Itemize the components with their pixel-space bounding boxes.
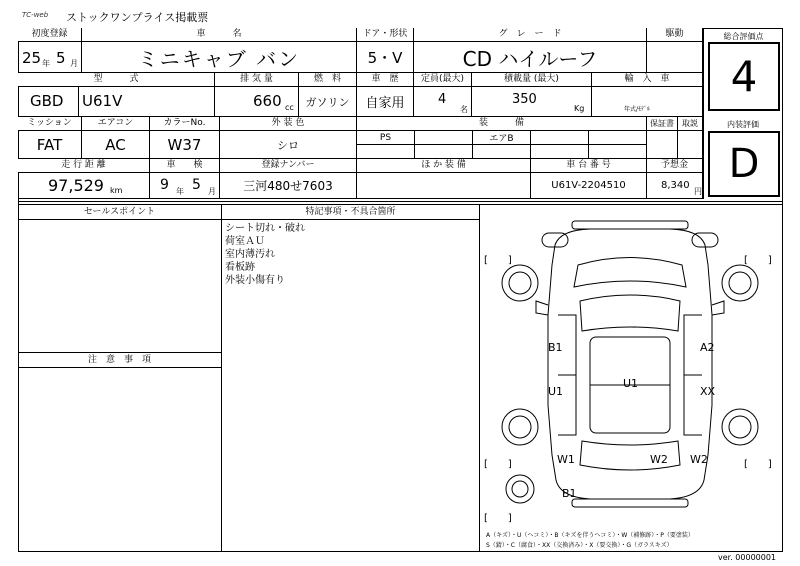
label-chassis: 車 台 番 号 (531, 159, 647, 173)
exterior-color: シロ (220, 131, 357, 159)
label-mission: ミッション (18, 117, 82, 131)
damage-mark: U1 (548, 385, 564, 398)
damage-mark: A2 (700, 341, 715, 354)
import-note: 年式/ﾓﾃﾞﾙ (624, 106, 651, 113)
bracket: [ ] (744, 459, 772, 470)
displacement-cell (215, 87, 299, 117)
equip-cell-7 (415, 145, 473, 159)
caution-title: 注 意 事 項 (18, 353, 221, 368)
load-unit: Kg (574, 104, 585, 113)
note-line: 看板跡 (225, 262, 255, 273)
bracket: [ ] (744, 255, 772, 266)
label-price: 予想金 (647, 159, 703, 173)
inspection-month: 5 (192, 177, 201, 193)
label-drive: 駆動 (647, 28, 703, 42)
manual-value (678, 131, 703, 159)
equip-cell-5 (589, 131, 647, 145)
brand-logo: TC-web (22, 11, 49, 19)
caution-pane (18, 352, 222, 552)
model-prefix: GBD (30, 92, 64, 110)
equip-cell-4 (531, 131, 589, 145)
insp-month-unit: 月 (208, 187, 216, 196)
legend-line-1: A（キズ）・U（ヘコミ）・B（キズを伴うヘコミ）・W（補修跡）・P（要塗装） (486, 532, 694, 539)
damage-mark: B1 (562, 487, 577, 500)
price-cell (647, 173, 703, 199)
label-warranty: 保証書 (647, 117, 678, 131)
usage: 自家用 (357, 87, 414, 117)
sales-point-title: セールスポイント (18, 204, 221, 220)
page-title: ストックワンプライス掲載票 (66, 11, 209, 24)
note-line: 室内薄汚れ (225, 249, 275, 260)
label-capacity: 定員(最大) (414, 73, 472, 87)
mission: FAT (18, 131, 82, 159)
capacity-unit: 名 (460, 105, 468, 114)
label-color-no: カラーNo. (150, 117, 220, 131)
displacement: 660 (253, 92, 282, 110)
equip-cell-2 (415, 131, 473, 145)
first-reg-year: 25 (22, 49, 42, 67)
year-unit: 年 (42, 59, 50, 68)
damage-mark: U1 (623, 377, 639, 390)
label-equipment: 装 備 (357, 117, 647, 131)
inspection-year: 9 (160, 177, 169, 193)
label-exterior: 外 装 色 (220, 117, 357, 131)
insp-year-unit: 年 (176, 187, 184, 196)
damage-mark: XX (700, 385, 716, 398)
note-line: シート切れ・破れ (225, 223, 305, 234)
label-grade: グ レ ー ド (414, 28, 647, 42)
note-line: 荷室ＡＵ (225, 236, 265, 247)
label-load: 積載量 (最大) (472, 73, 592, 87)
model-code: U61V (82, 92, 123, 110)
drive (647, 42, 703, 73)
damage-mark: B1 (548, 341, 563, 354)
version-label: ver. 00000001 (718, 553, 777, 562)
bracket: [ ] (484, 459, 512, 470)
mileage-cell (18, 173, 150, 199)
label-model: 型 式 (18, 73, 215, 87)
other-equip-value (357, 173, 531, 199)
aircon: AC (82, 131, 150, 159)
label-car-name: 車 名 (82, 28, 357, 42)
equip-cell-10 (589, 145, 647, 159)
equip-airbag: エアB (473, 131, 531, 145)
model-divider (78, 87, 79, 117)
km-unit: km (110, 186, 123, 195)
label-other-equip: ほ か 装 備 (357, 159, 531, 173)
vehicle-diagram-pane (480, 204, 783, 552)
mileage: 97,529 (48, 176, 104, 195)
damage-mark: W2 (690, 453, 708, 466)
cc-unit: cc (285, 103, 294, 112)
label-inspection: 車 検 (150, 159, 220, 173)
first-reg-month: 5 (56, 49, 66, 67)
door-type: 5・V (357, 42, 414, 73)
label-aircon: エアコン (82, 117, 150, 131)
label-mileage: 走 行 距 離 (18, 159, 150, 173)
car-diagram (480, 205, 783, 530)
overall-score: 4 (708, 42, 780, 111)
warranty-value (647, 131, 678, 159)
damage-mark: W1 (557, 453, 575, 466)
chassis-number: U61V-2204510 (531, 173, 647, 199)
load-cell (472, 87, 592, 117)
legend-line-2: S（錆）・C（腐食）・XX（交換済み）・X（要交換）・G（ガラスキズ） (486, 542, 673, 549)
label-fuel: 燃 料 (299, 73, 357, 87)
label-displacement: 排 気 量 (215, 73, 299, 87)
label-interior-eval: 内装評価 (727, 119, 759, 129)
fuel: ガソリン (299, 87, 357, 117)
label-usage: 車 歴 (357, 73, 414, 87)
equip-ps: PS (357, 131, 415, 145)
equip-cell-6 (357, 145, 415, 159)
load: 350 (512, 92, 537, 107)
label-door-type: ドア・形状 (357, 28, 414, 42)
bracket: [ ] (484, 513, 512, 524)
first-reg-cell (18, 42, 82, 73)
equip-cell-9 (531, 145, 589, 159)
bracket: [ ] (484, 255, 512, 266)
capacity-cell (414, 87, 472, 117)
price: 8,340 (661, 180, 690, 191)
note-line: 外装小傷有り (225, 275, 285, 286)
import-cell (592, 87, 703, 117)
capacity: 4 (438, 92, 447, 107)
notes-title: 特記事項・不具合箇所 (222, 205, 479, 220)
plate-number: 三河480せ7603 (220, 173, 357, 199)
label-manual: 取説 (678, 117, 703, 131)
equip-cell-8 (473, 145, 531, 159)
month-unit: 月 (70, 59, 78, 68)
label-first-reg: 初度登録 (18, 28, 82, 42)
color-no: W37 (150, 131, 220, 159)
damage-mark: W2 (650, 453, 668, 466)
label-plate: 登録ナンバー (220, 159, 357, 173)
car-name: ミニキャブ バン (82, 42, 357, 73)
yen-unit: 円 (694, 187, 702, 196)
interior-score: D (708, 131, 780, 197)
model-cell (18, 87, 215, 117)
notes-pane (222, 204, 480, 552)
inspection-cell (150, 173, 220, 199)
label-overall-eval: 総合評価点 (723, 31, 764, 41)
label-import: 輸 入 車 (592, 73, 703, 87)
grade: CD ハイルーフ (414, 42, 647, 73)
